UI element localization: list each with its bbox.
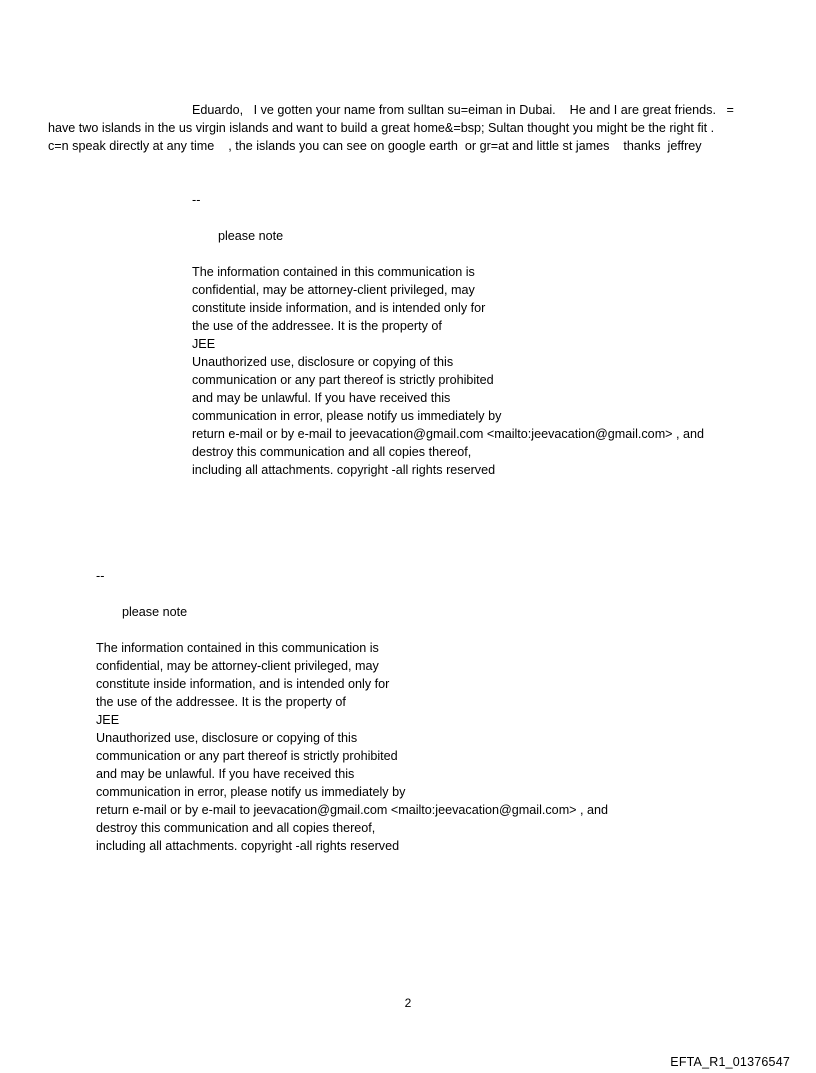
page-number: 2 bbox=[404, 996, 412, 1010]
disclaimer-text bbox=[96, 639, 608, 855]
disclaimer-line: and may be unlawful. If you have received this bbox=[96, 767, 355, 781]
disclaimer-line: communication in error, please notify us immediately by bbox=[96, 785, 406, 799]
disclaimer-line: Unauthorized use, disclosure or copying of this bbox=[192, 355, 454, 369]
disclaimer-line: the use of the addressee. It is the property of bbox=[192, 319, 442, 333]
disclaimer-line: Unauthorized use, disclosure or copying of this bbox=[96, 731, 358, 745]
disclaimer-line: JEE bbox=[192, 337, 216, 351]
disclaimer-line: The information contained in this communication is bbox=[192, 265, 475, 279]
disclaimer-line: communication in error, please notify us immediately by bbox=[192, 409, 502, 423]
disclaimer-line: confidential, may be attorney-client privileged, may bbox=[96, 659, 379, 673]
email-body-line: have two islands in the us virgin islands and want to build a great home&=bsp; Sultan thought you might be the right fit . bbox=[48, 121, 715, 135]
disclaimer-line: The information contained in this communication is bbox=[96, 641, 379, 655]
disclaimer-line: destroy this communication and all copies thereof, bbox=[96, 821, 376, 835]
email-body-line: c=n speak directly at any time , the islands you can see on google earth or gr=at and little st james thanks jeffrey bbox=[48, 139, 702, 153]
disclaimer-line: JEE bbox=[96, 713, 120, 727]
disclaimer-line: communication or any part thereof is strictly prohibited bbox=[96, 749, 398, 763]
disclaimer-line: including all attachments. copyright -all rights reserved bbox=[96, 839, 400, 853]
disclaimer-line: confidential, may be attorney-client privileged, may bbox=[192, 283, 475, 297]
email-body-line: Eduardo, I ve gotten your name from sulltan su=eiman in Dubai. He and I are great friends. = bbox=[192, 103, 734, 117]
disclaimer-line: communication or any part thereof is strictly prohibited bbox=[192, 373, 494, 387]
disclaimer-line: including all attachments. copyright -all rights reserved bbox=[192, 463, 496, 477]
document-id: EFTA_R1_01376547 bbox=[670, 1055, 790, 1069]
signature-heading: please note bbox=[218, 229, 284, 243]
disclaimer-line: the use of the addressee. It is the property of bbox=[96, 695, 346, 709]
disclaimer-text bbox=[192, 263, 704, 479]
signature-separator: -- bbox=[96, 569, 105, 583]
disclaimer-line: return e-mail or by e-mail to jeevacation@gmail.com <mailto:jeevacation@gmail.com> , and bbox=[192, 427, 705, 441]
disclaimer-line: destroy this communication and all copies thereof, bbox=[192, 445, 472, 459]
signature-heading: please note bbox=[122, 605, 188, 619]
disclaimer-line: return e-mail or by e-mail to jeevacation@gmail.com <mailto:jeevacation@gmail.com> , and bbox=[96, 803, 609, 817]
disclaimer-line: constitute inside information, and is intended only for bbox=[96, 677, 390, 691]
disclaimer-line: constitute inside information, and is intended only for bbox=[192, 301, 486, 315]
signature-separator: -- bbox=[192, 193, 201, 207]
disclaimer-line: and may be unlawful. If you have received this bbox=[192, 391, 451, 405]
